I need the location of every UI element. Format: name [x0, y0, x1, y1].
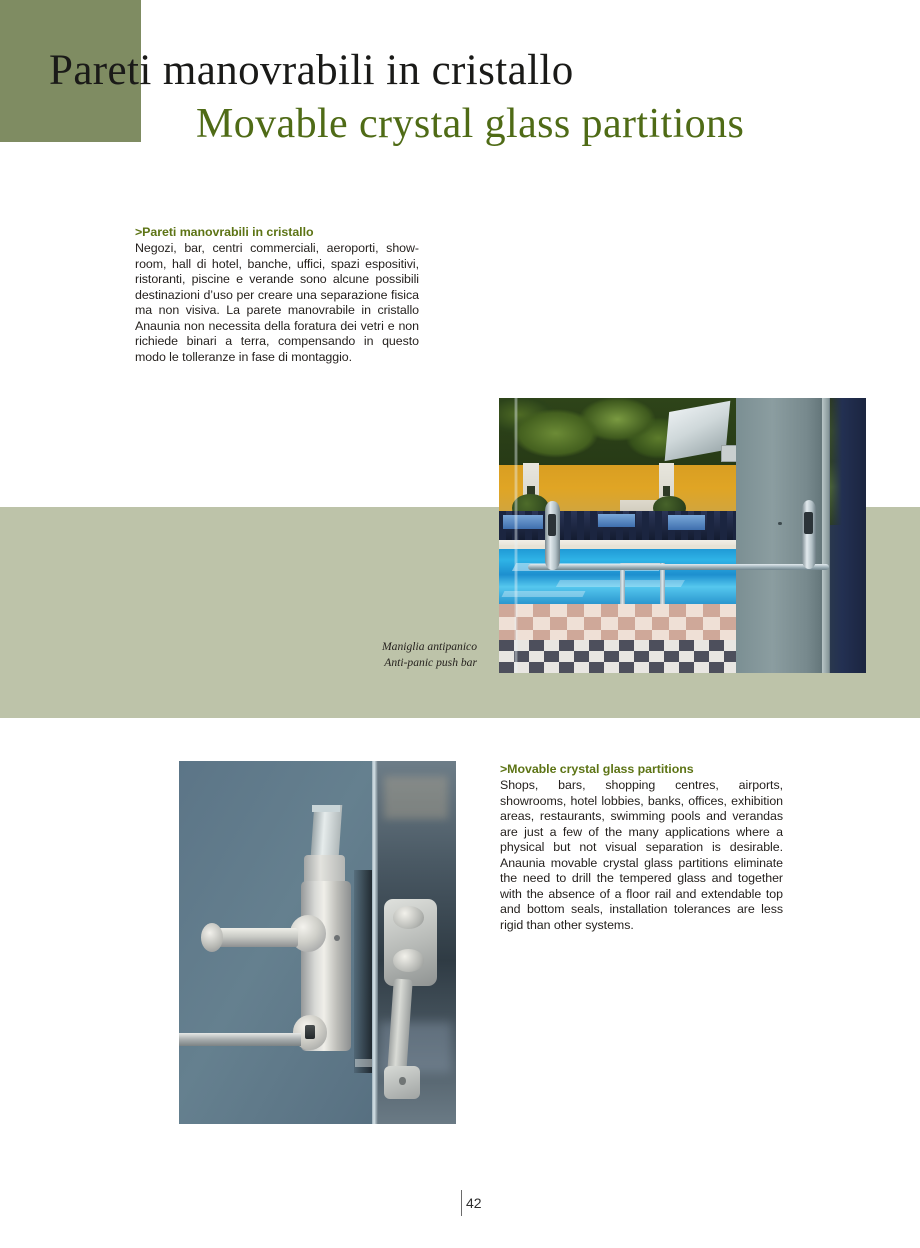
section-body-italian: Negozi, bar, centri commerciali, aeroporti, show-room, hall di hotel, banche, uffici, spazi espositivi, ristoranti, piscine e verande sono alcune possibili destinazioni d’uso per creare una separazione fisica ma non visiva. La parete manovrabile in cristallo Anaunia non necessita della foratura dei vetri e non richiede binari a terra, compensando in questo modo le tolleranze in fase di montaggio. [135, 241, 419, 364]
photo-push-bar [528, 564, 829, 570]
photo-glass-pane-edge [514, 398, 518, 673]
caption-line-english: Anti-panic push bar [384, 655, 477, 669]
photo-table-right [668, 515, 705, 530]
photo-push-bar-lock-right [802, 500, 817, 569]
photo-rod-cap [312, 805, 340, 812]
photo-door-gap-shadow [354, 870, 373, 1073]
photo-table-center [598, 514, 635, 528]
photo-horizontal-push-bar [179, 1033, 301, 1045]
photo-navy-wall [829, 398, 866, 673]
section-body-english: Shops, bars, shopping centres, airports, showrooms, hotel lobbies, banks, offices, exhibition areas, restaurants, swimming pools and verandas are just a few of the many applications where a physical but not visual separation is desirable. Anaunia movable crystal glass partitions eliminate the need to drill the tempered glass and together with the absence of a floor rail and extendable top and bottom seals, installation tolerances are less rigid than other systems. [500, 778, 783, 932]
photo-table-left [503, 515, 543, 529]
text-column-english [500, 761, 783, 933]
page-title-english: Movable crystal glass partitions [196, 101, 745, 147]
photo-glass-marking [355, 1059, 372, 1067]
photo-glass-edge [372, 761, 379, 1124]
photo-glass-clamp-fitting [384, 899, 437, 986]
photo-door-handle [179, 761, 456, 1124]
photo-pool-partition [499, 398, 866, 673]
text-column-italian [135, 224, 419, 365]
caption-line-italian: Maniglia antipanico [382, 640, 477, 653]
page-number: 42 [466, 1195, 482, 1211]
page-title-italian: Pareti manovrabili in cristallo [49, 47, 574, 94]
photo-push-bar-lock-left [545, 501, 560, 570]
photo-door-fixing-point [778, 522, 782, 525]
photo-arm-bracket [384, 1066, 420, 1099]
folio-divider [461, 1190, 462, 1216]
section-heading-italian: >Pareti manovrabili in cristallo [135, 225, 314, 239]
photo-checkered-paving-dark [499, 640, 756, 673]
photo-caption [300, 639, 477, 670]
section-heading-english: >Movable crystal glass partitions [500, 762, 694, 776]
photo-reflection-upper [384, 776, 448, 820]
